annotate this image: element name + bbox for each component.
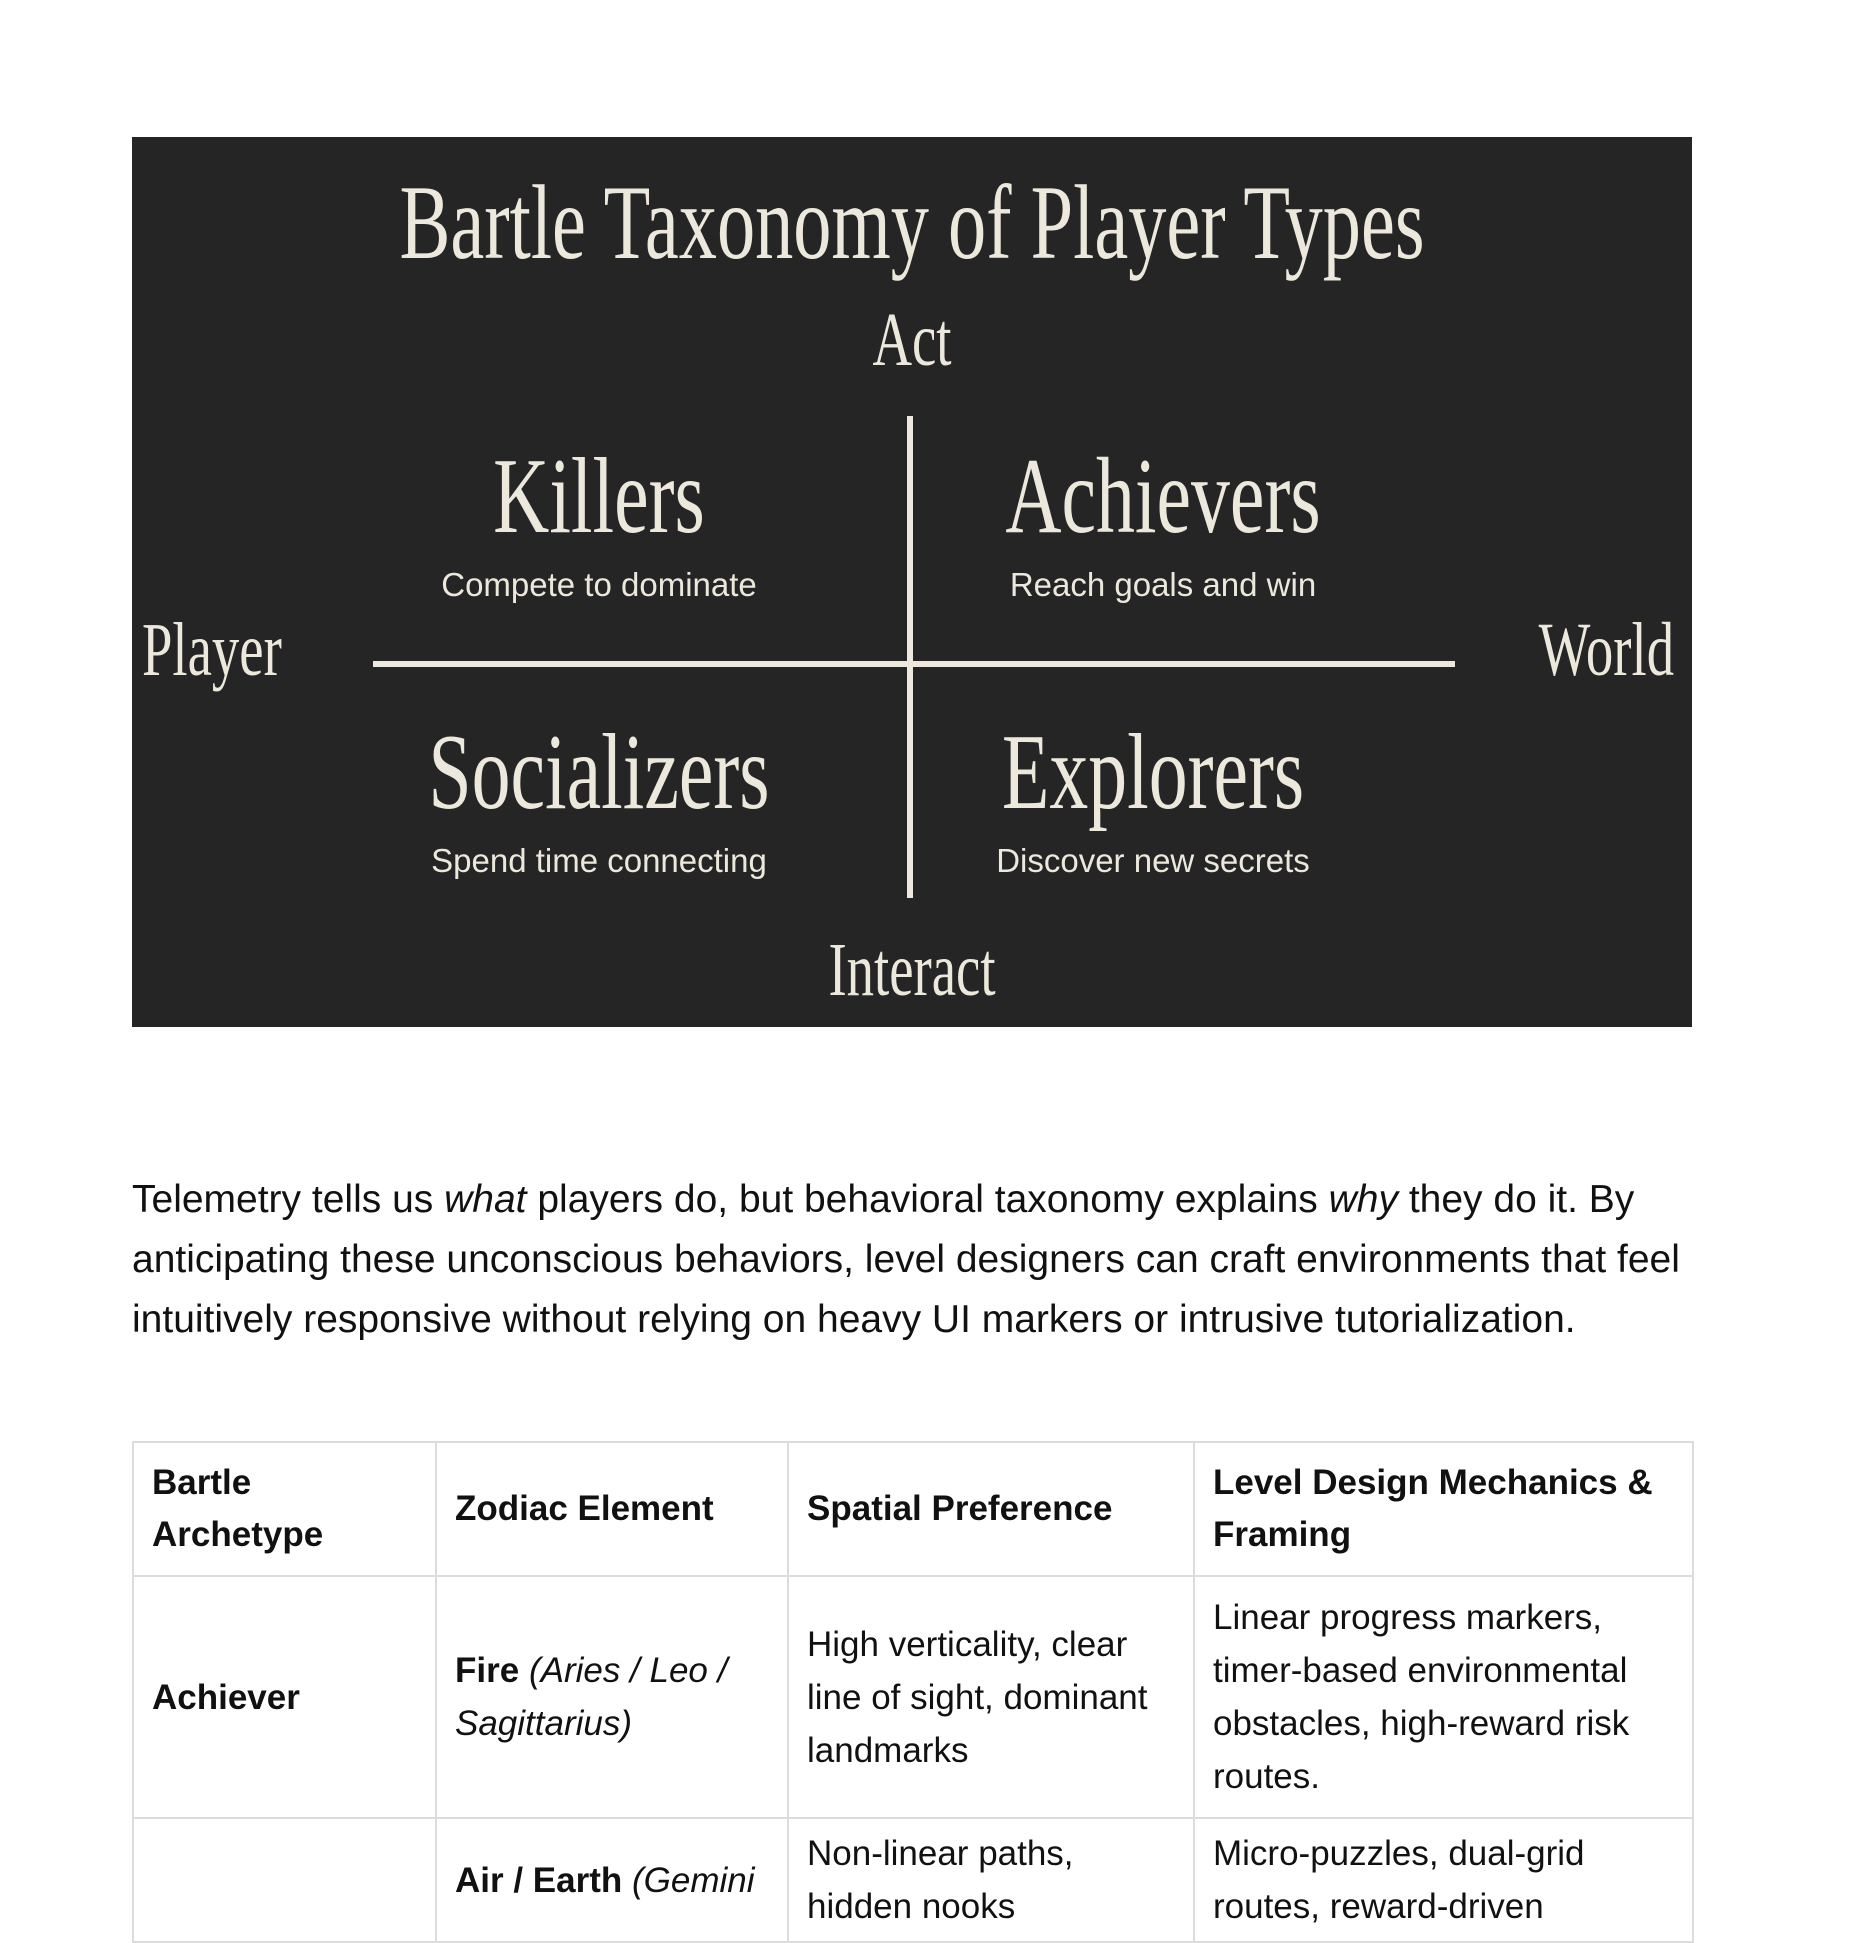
bartle-diagram xyxy=(132,137,1692,1027)
cell-zodiac-element xyxy=(436,1818,788,1942)
quadrant-explorers-name: Explorers xyxy=(1001,713,1305,832)
intro-text-2: players do, but behavioral taxonomy explains xyxy=(526,1178,1329,1221)
element-signs: (Gemini xyxy=(632,1860,755,1900)
intro-paragraph xyxy=(132,1170,1692,1350)
cell-archetype: Achiever xyxy=(133,1576,436,1818)
quadrant-socializers-name: Socializers xyxy=(428,713,770,832)
axis-label-player: Player xyxy=(142,608,282,692)
quadrant-socializers xyxy=(319,713,879,881)
cell-mechanics: Linear progress markers, timer-based environmental obstacles, high-reward risk routes. xyxy=(1194,1576,1693,1818)
quadrant-achievers-name: Achievers xyxy=(1005,437,1321,556)
intro-text-1: Telemetry tells us xyxy=(132,1178,445,1221)
quadrant-socializers-desc: Spend time connecting xyxy=(431,842,767,879)
cell-spatial-preference: High verticality, clear line of sight, dominant landmarks xyxy=(788,1576,1194,1818)
table-row xyxy=(133,1818,1693,1942)
horizontal-axis-line xyxy=(373,661,1455,667)
cell-mechanics: Micro-puzzles, dual-grid routes, reward-driven xyxy=(1194,1818,1693,1942)
table-row xyxy=(133,1576,1693,1818)
quadrant-explorers xyxy=(873,713,1433,881)
axis-label-act: Act xyxy=(872,298,952,382)
cell-spatial-preference: Non-linear paths, hidden nooks xyxy=(788,1818,1194,1942)
axis-label-interact: Interact xyxy=(828,928,996,1012)
quadrant-killers xyxy=(319,437,879,605)
table-header-row xyxy=(133,1442,1693,1576)
archetype-mapping-table xyxy=(132,1441,1694,1943)
header-archetype: Bartle Archetype xyxy=(133,1442,436,1576)
intro-text-3: they do it. By anticipating these unconscious behaviors, level designers can craft environments that feel intuitively responsive without relying on heavy UI markers or intrusive tutorialization. xyxy=(132,1178,1680,1341)
element-name: Fire xyxy=(455,1651,520,1690)
element-name: Air / Earth xyxy=(455,1860,623,1900)
header-mechanics: Level Design Mechanics & Framing xyxy=(1194,1442,1693,1576)
intro-emphasis-what: what xyxy=(444,1178,527,1221)
intro-emphasis-why: why xyxy=(1328,1178,1398,1221)
quadrant-achievers-desc: Reach goals and win xyxy=(1009,566,1317,603)
quadrant-achievers xyxy=(883,437,1443,605)
diagram-title: Bartle Taxonomy of Player Types xyxy=(399,164,1425,281)
quadrant-killers-desc: Compete to dominate xyxy=(441,566,757,603)
header-spatial-preference: Spatial Preference xyxy=(788,1442,1194,1576)
quadrant-killers-name: Killers xyxy=(493,437,705,556)
cell-zodiac-element xyxy=(436,1576,788,1818)
header-zodiac-element: Zodiac Element xyxy=(436,1442,788,1576)
cell-archetype xyxy=(133,1818,436,1942)
quadrant-explorers-desc: Discover new secrets xyxy=(996,842,1310,879)
axis-label-world: World xyxy=(1538,608,1674,692)
element-signs: (Aries / Leo / Sagittarius) xyxy=(455,1651,728,1743)
